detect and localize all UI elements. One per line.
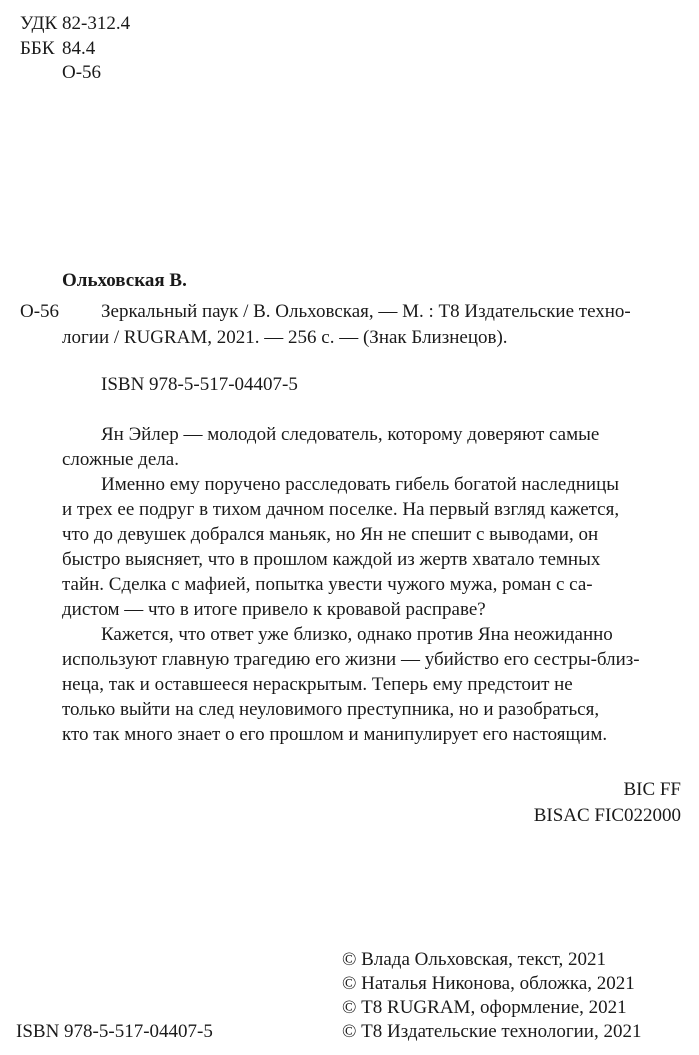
annotation-line: неца, так и оставшееся нераскрытым. Теперь ему предстоит не bbox=[62, 674, 573, 695]
annotation-line: сложные дела. bbox=[62, 449, 179, 470]
title-line: Зеркальный паук / В. Ольховская, — М. : Т8 Издательские техно- bbox=[101, 301, 631, 322]
title-line: логии / RUGRAM, 2021. — 256 с. — (Знак Близнецов). bbox=[62, 327, 508, 348]
bbk-value: 84.4 bbox=[62, 38, 96, 59]
annotation-line: что до девушек добрался маньяк, но Ян не спешит с выводами, он bbox=[62, 524, 599, 545]
annotation-line: и трех ее подруг в тихом дачном поселке. На первый взгляд кажется, bbox=[62, 499, 620, 520]
annotation-line: используют главную трагедию его жизни — убийство его сестры-близ- bbox=[62, 649, 640, 670]
copyright-line: © Влада Ольховская, текст, 2021 bbox=[342, 949, 606, 970]
annotation-line: дистом — что в итоге привело к кровавой расправе? bbox=[62, 599, 486, 620]
copyright-line: © Т8 Издательские технологии, 2021 bbox=[342, 1021, 642, 1042]
annotation-line: Именно ему поручено расследовать гибель богатой наследницы bbox=[101, 474, 620, 495]
copyright-line: © Наталья Никонова, обложка, 2021 bbox=[342, 973, 635, 994]
copyright-line: © Т8 RUGRAM, оформление, 2021 bbox=[342, 997, 627, 1018]
margin-author-code: О-56 bbox=[20, 301, 60, 322]
isbn-footer: ISBN 978-5-517-04407-5 bbox=[16, 1021, 213, 1042]
annotation-line: Ян Эйлер — молодой следователь, которому доверяют самые bbox=[101, 424, 600, 445]
annotation-line: Кажется, что ответ уже близко, однако против Яна неожиданно bbox=[101, 624, 613, 645]
udk-label: УДК bbox=[20, 13, 58, 34]
bic-code: BIC FF bbox=[623, 779, 681, 800]
annotation-line: тайн. Сделка с мафией, попытка увести чужого мужа, роман с са- bbox=[62, 574, 593, 595]
isbn-main: ISBN 978-5-517-04407-5 bbox=[101, 374, 298, 395]
udk-value: 82-312.4 bbox=[62, 13, 131, 34]
bisac-code: BISAC FIC022000 bbox=[533, 805, 681, 826]
annotation-line: кто так много знает о его прошлом и манипулирует его настоящим. bbox=[62, 724, 608, 745]
author-name: Ольховская В. bbox=[62, 270, 187, 291]
annotation-line: только выйти на след неуловимого преступника, но и разобраться, bbox=[62, 699, 600, 720]
bbk-label: ББК bbox=[20, 38, 55, 59]
author-code: О-56 bbox=[62, 62, 102, 83]
annotation-line: быстро выясняет, что в прошлом каждой из жертв хватало темных bbox=[62, 549, 601, 570]
